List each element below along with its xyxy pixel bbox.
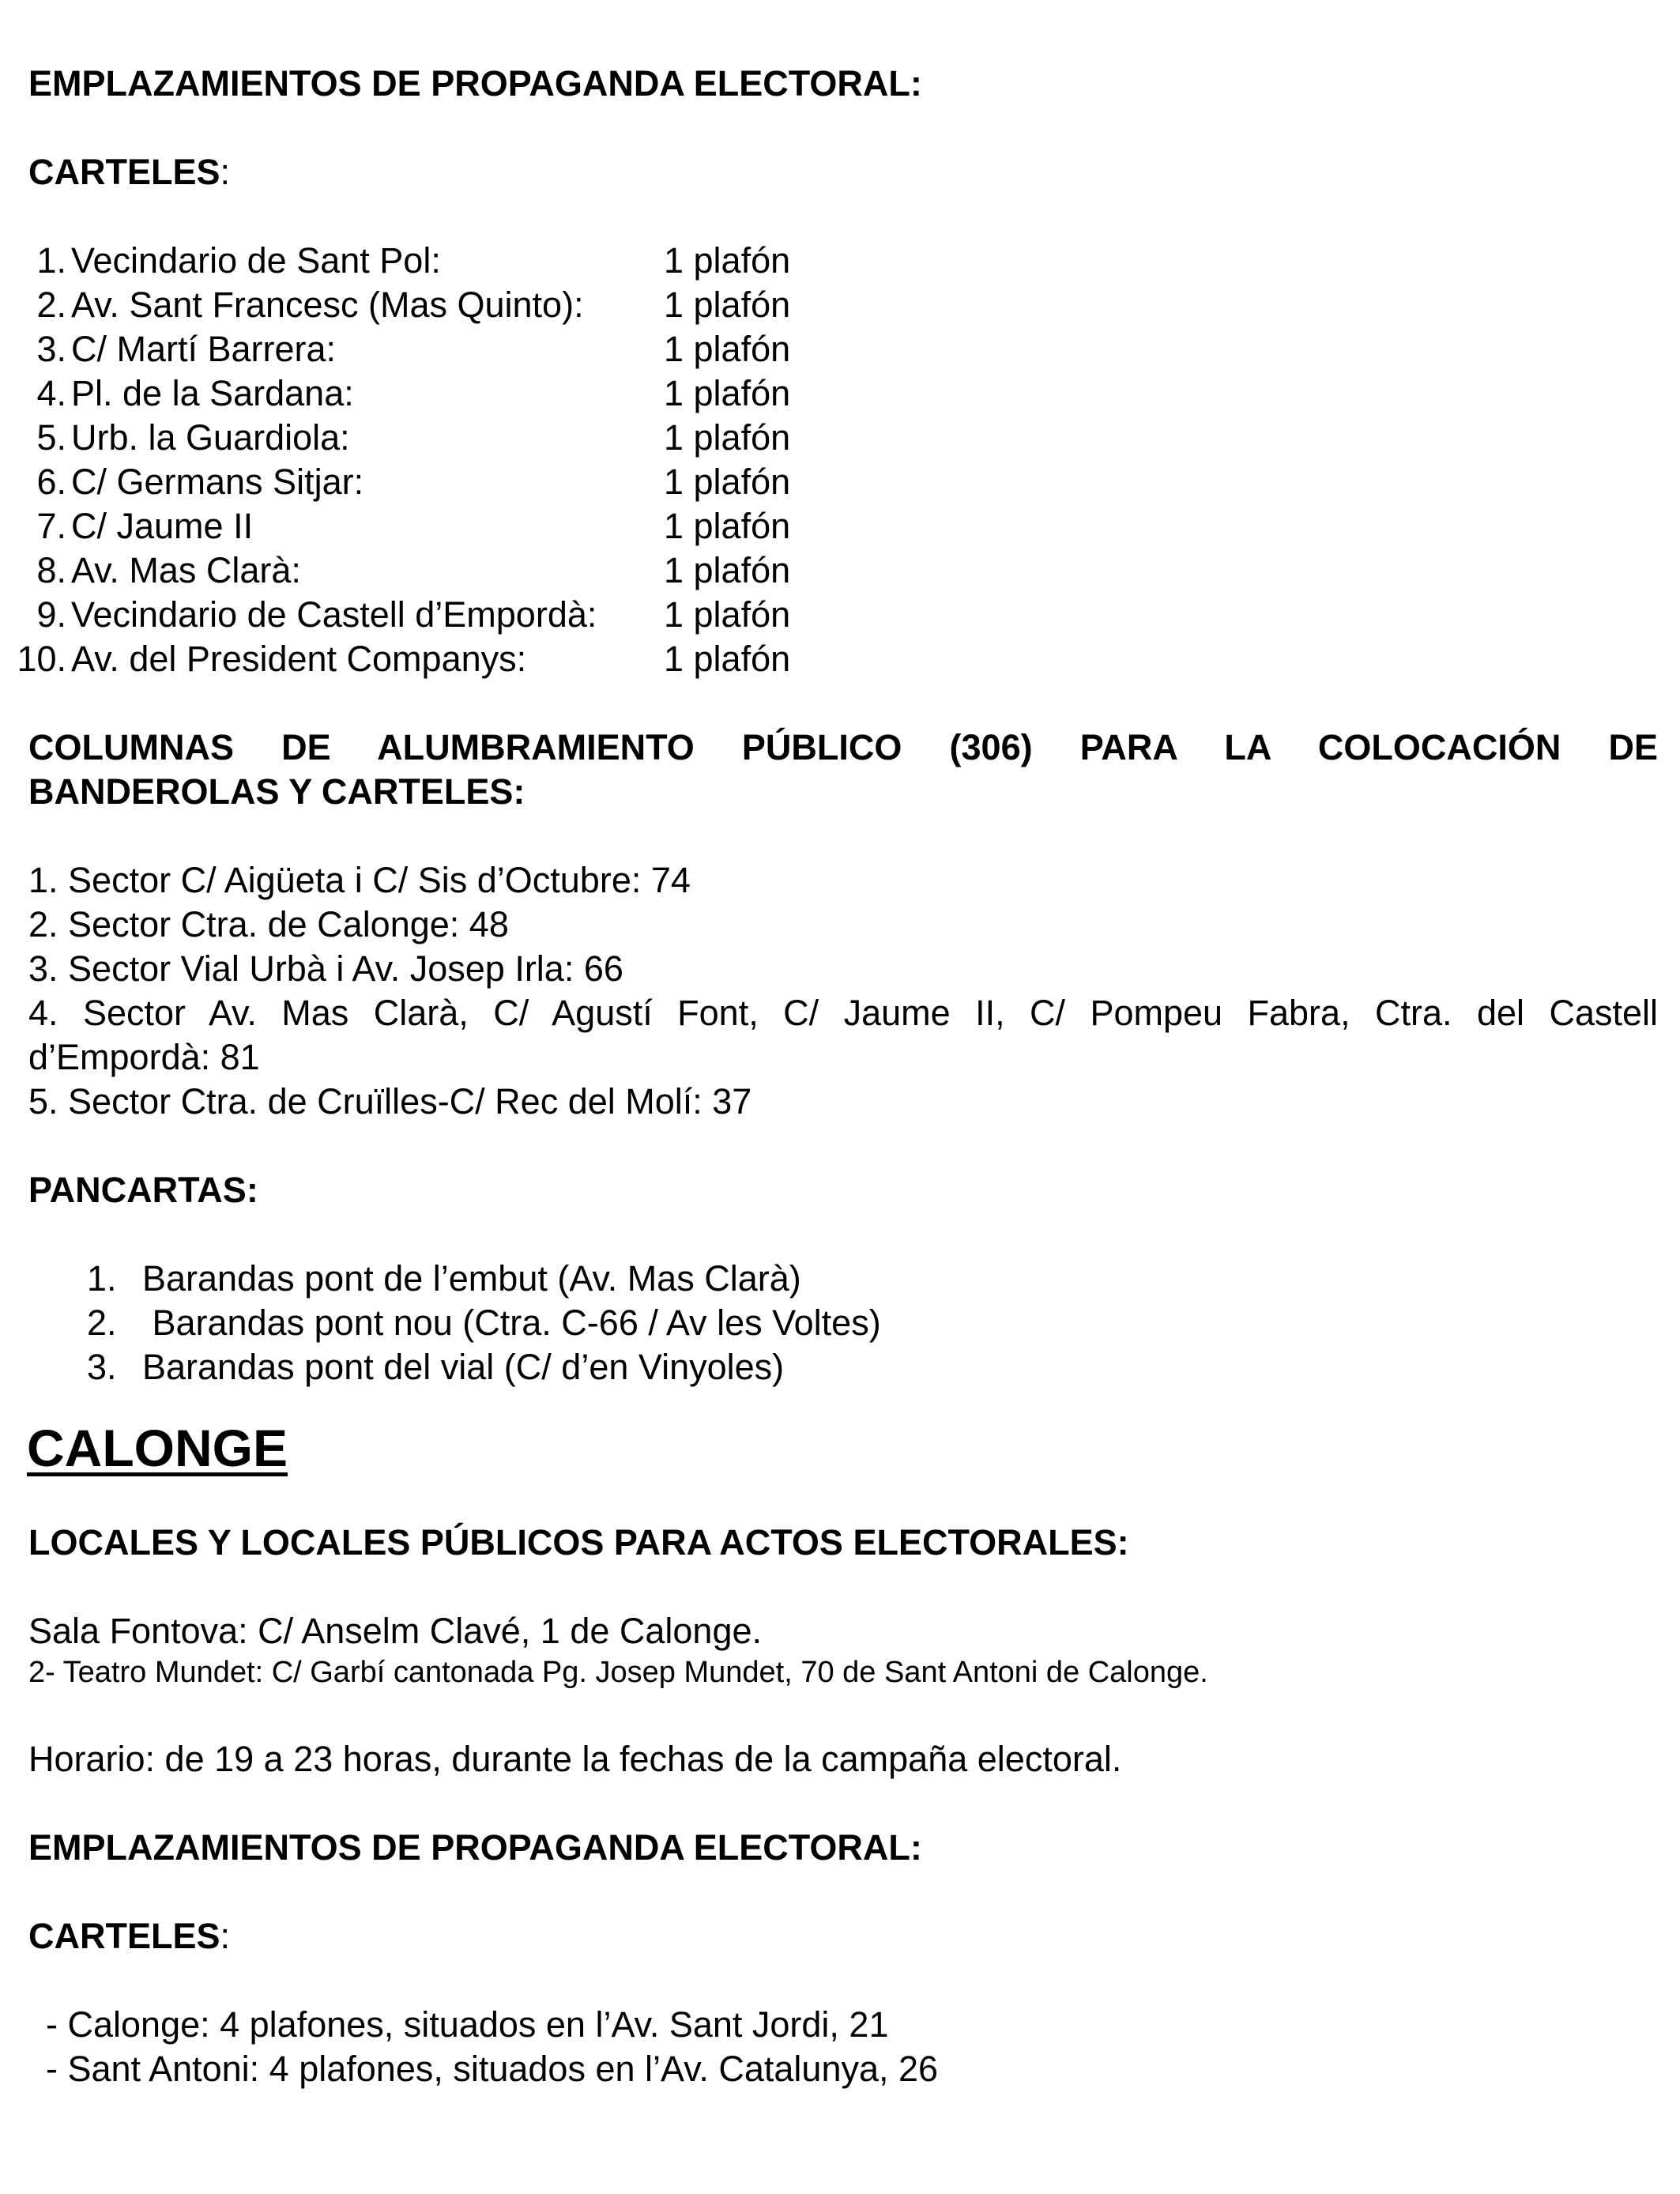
cartel-place: Vecindario de Castell d’Empordà:: [71, 594, 597, 635]
cartel-number: 10.: [17, 639, 66, 679]
cartel-place: Urb. la Guardiola:: [71, 417, 350, 458]
cartel-number: 4.: [36, 373, 66, 413]
cartel-number: 9.: [36, 594, 66, 635]
page-title-calonge: CALONGE: [27, 1419, 288, 1477]
cartel-quantity: 1 plafón: [664, 550, 791, 590]
pancarta-text: Barandas pont nou (Ctra. C-66 / Av les Voltes): [142, 1302, 881, 1343]
section-heading-emplazamientos: EMPLAZAMIENTOS DE PROPAGANDA ELECTORAL:: [28, 63, 922, 104]
cartel-quantity: 1 plafón: [664, 506, 791, 546]
cartel-calonge-item: - Calonge: 4 plafones, situados en l’Av. Sant Jordi, 21: [46, 2004, 889, 2045]
cartel-place: C/ Germans Sitjar:: [71, 462, 364, 502]
pancarta-number: 2.: [87, 1302, 117, 1343]
cartel-number: 5.: [36, 417, 66, 458]
horario-text: Horario: de 19 a 23 horas, durante la fechas de la campaña electoral.: [28, 1739, 1122, 1779]
local-item: 2- Teatro Mundet: C/ Garbí cantonada Pg. Josep Mundet, 70 de Sant Antoni de Calonge.: [28, 1656, 1208, 1689]
pancarta-text: Barandas pont del vial (C/ d’en Vinyoles): [142, 1347, 785, 1387]
columna-sector-item: 3. Sector Vial Urbà i Av. Josep Irla: 66: [28, 948, 623, 989]
columna-sector-item: 4. Sector Av. Mas Clarà, C/ Agustí Font, C/ Jaume II, C/ Pompeu Fabra, Ctra. del Castell: [28, 993, 1658, 1033]
cartel-number: 3.: [36, 329, 66, 369]
cartel-place: C/ Jaume II: [71, 506, 254, 546]
cartel-number: 1.: [36, 240, 66, 281]
columna-sector-item-continued: d’Empordà: 81: [28, 1037, 260, 1077]
cartel-place: Vecindario de Sant Pol:: [71, 240, 441, 281]
section-heading-locales: LOCALES Y LOCALES PÚBLICOS PARA ACTOS ELECTORALES:: [28, 1522, 1129, 1563]
cartel-quantity: 1 plafón: [664, 594, 791, 635]
columna-sector-item: 1. Sector C/ Aigüeta i C/ Sis d’Octubre: 74: [28, 860, 691, 900]
cartel-quantity: 1 plafón: [664, 240, 791, 281]
cartel-quantity: 1 plafón: [664, 417, 791, 458]
cartel-quantity: 1 plafón: [664, 285, 791, 325]
cartel-place: Av. Sant Francesc (Mas Quinto):: [71, 285, 584, 325]
cartel-number: 6.: [36, 462, 66, 502]
cartel-quantity: 1 plafón: [664, 639, 791, 679]
cartel-number: 7.: [36, 506, 66, 546]
cartel-number: 2.: [36, 285, 66, 325]
cartel-quantity: 1 plafón: [664, 329, 791, 369]
subheading-carteles: [28, 150, 230, 194]
subheading-colon: :: [220, 152, 231, 192]
local-item: Sala Fontova: C/ Anselm Clavé, 1 de Calonge.: [28, 1611, 763, 1651]
cartel-quantity: 1 plafón: [664, 462, 791, 502]
pancarta-number: 3.: [87, 1347, 117, 1387]
cartel-calonge-item: - Sant Antoni: 4 plafones, situados en l’Av. Catalunya, 26: [46, 2049, 939, 2089]
cartel-place: Av. del President Companys:: [71, 639, 527, 679]
cartel-place: Pl. de la Sardana:: [71, 373, 354, 413]
cartel-place: Av. Mas Clarà:: [71, 550, 301, 590]
subheading-carteles-label: CARTELES: [28, 152, 220, 192]
subheading-colon: :: [220, 1916, 231, 1956]
section-heading-emplazamientos: EMPLAZAMIENTOS DE PROPAGANDA ELECTORAL:: [28, 1827, 922, 1868]
subheading-carteles-label: CARTELES: [28, 1916, 220, 1956]
subheading-carteles: [28, 1914, 230, 1958]
pancarta-number: 1.: [87, 1258, 117, 1299]
cartel-quantity: 1 plafón: [664, 373, 791, 413]
section-heading-columnas-continued: BANDEROLAS Y CARTELES:: [28, 771, 525, 812]
pancarta-text: Barandas pont de l’embut (Av. Mas Clarà): [142, 1258, 801, 1299]
section-heading-columnas: COLUMNAS DE ALUMBRAMIENTO PÚBLICO (306) PARA LA COLOCACIÓN DE: [28, 727, 1658, 767]
columna-sector-item: 5. Sector Ctra. de Cruïlles-C/ Rec del Molí: 37: [28, 1081, 752, 1122]
cartel-place: C/ Martí Barrera:: [71, 329, 337, 369]
section-heading-pancartas: PANCARTAS:: [28, 1170, 258, 1210]
columna-sector-item: 2. Sector Ctra. de Calonge: 48: [28, 904, 509, 944]
cartel-number: 8.: [36, 550, 66, 590]
